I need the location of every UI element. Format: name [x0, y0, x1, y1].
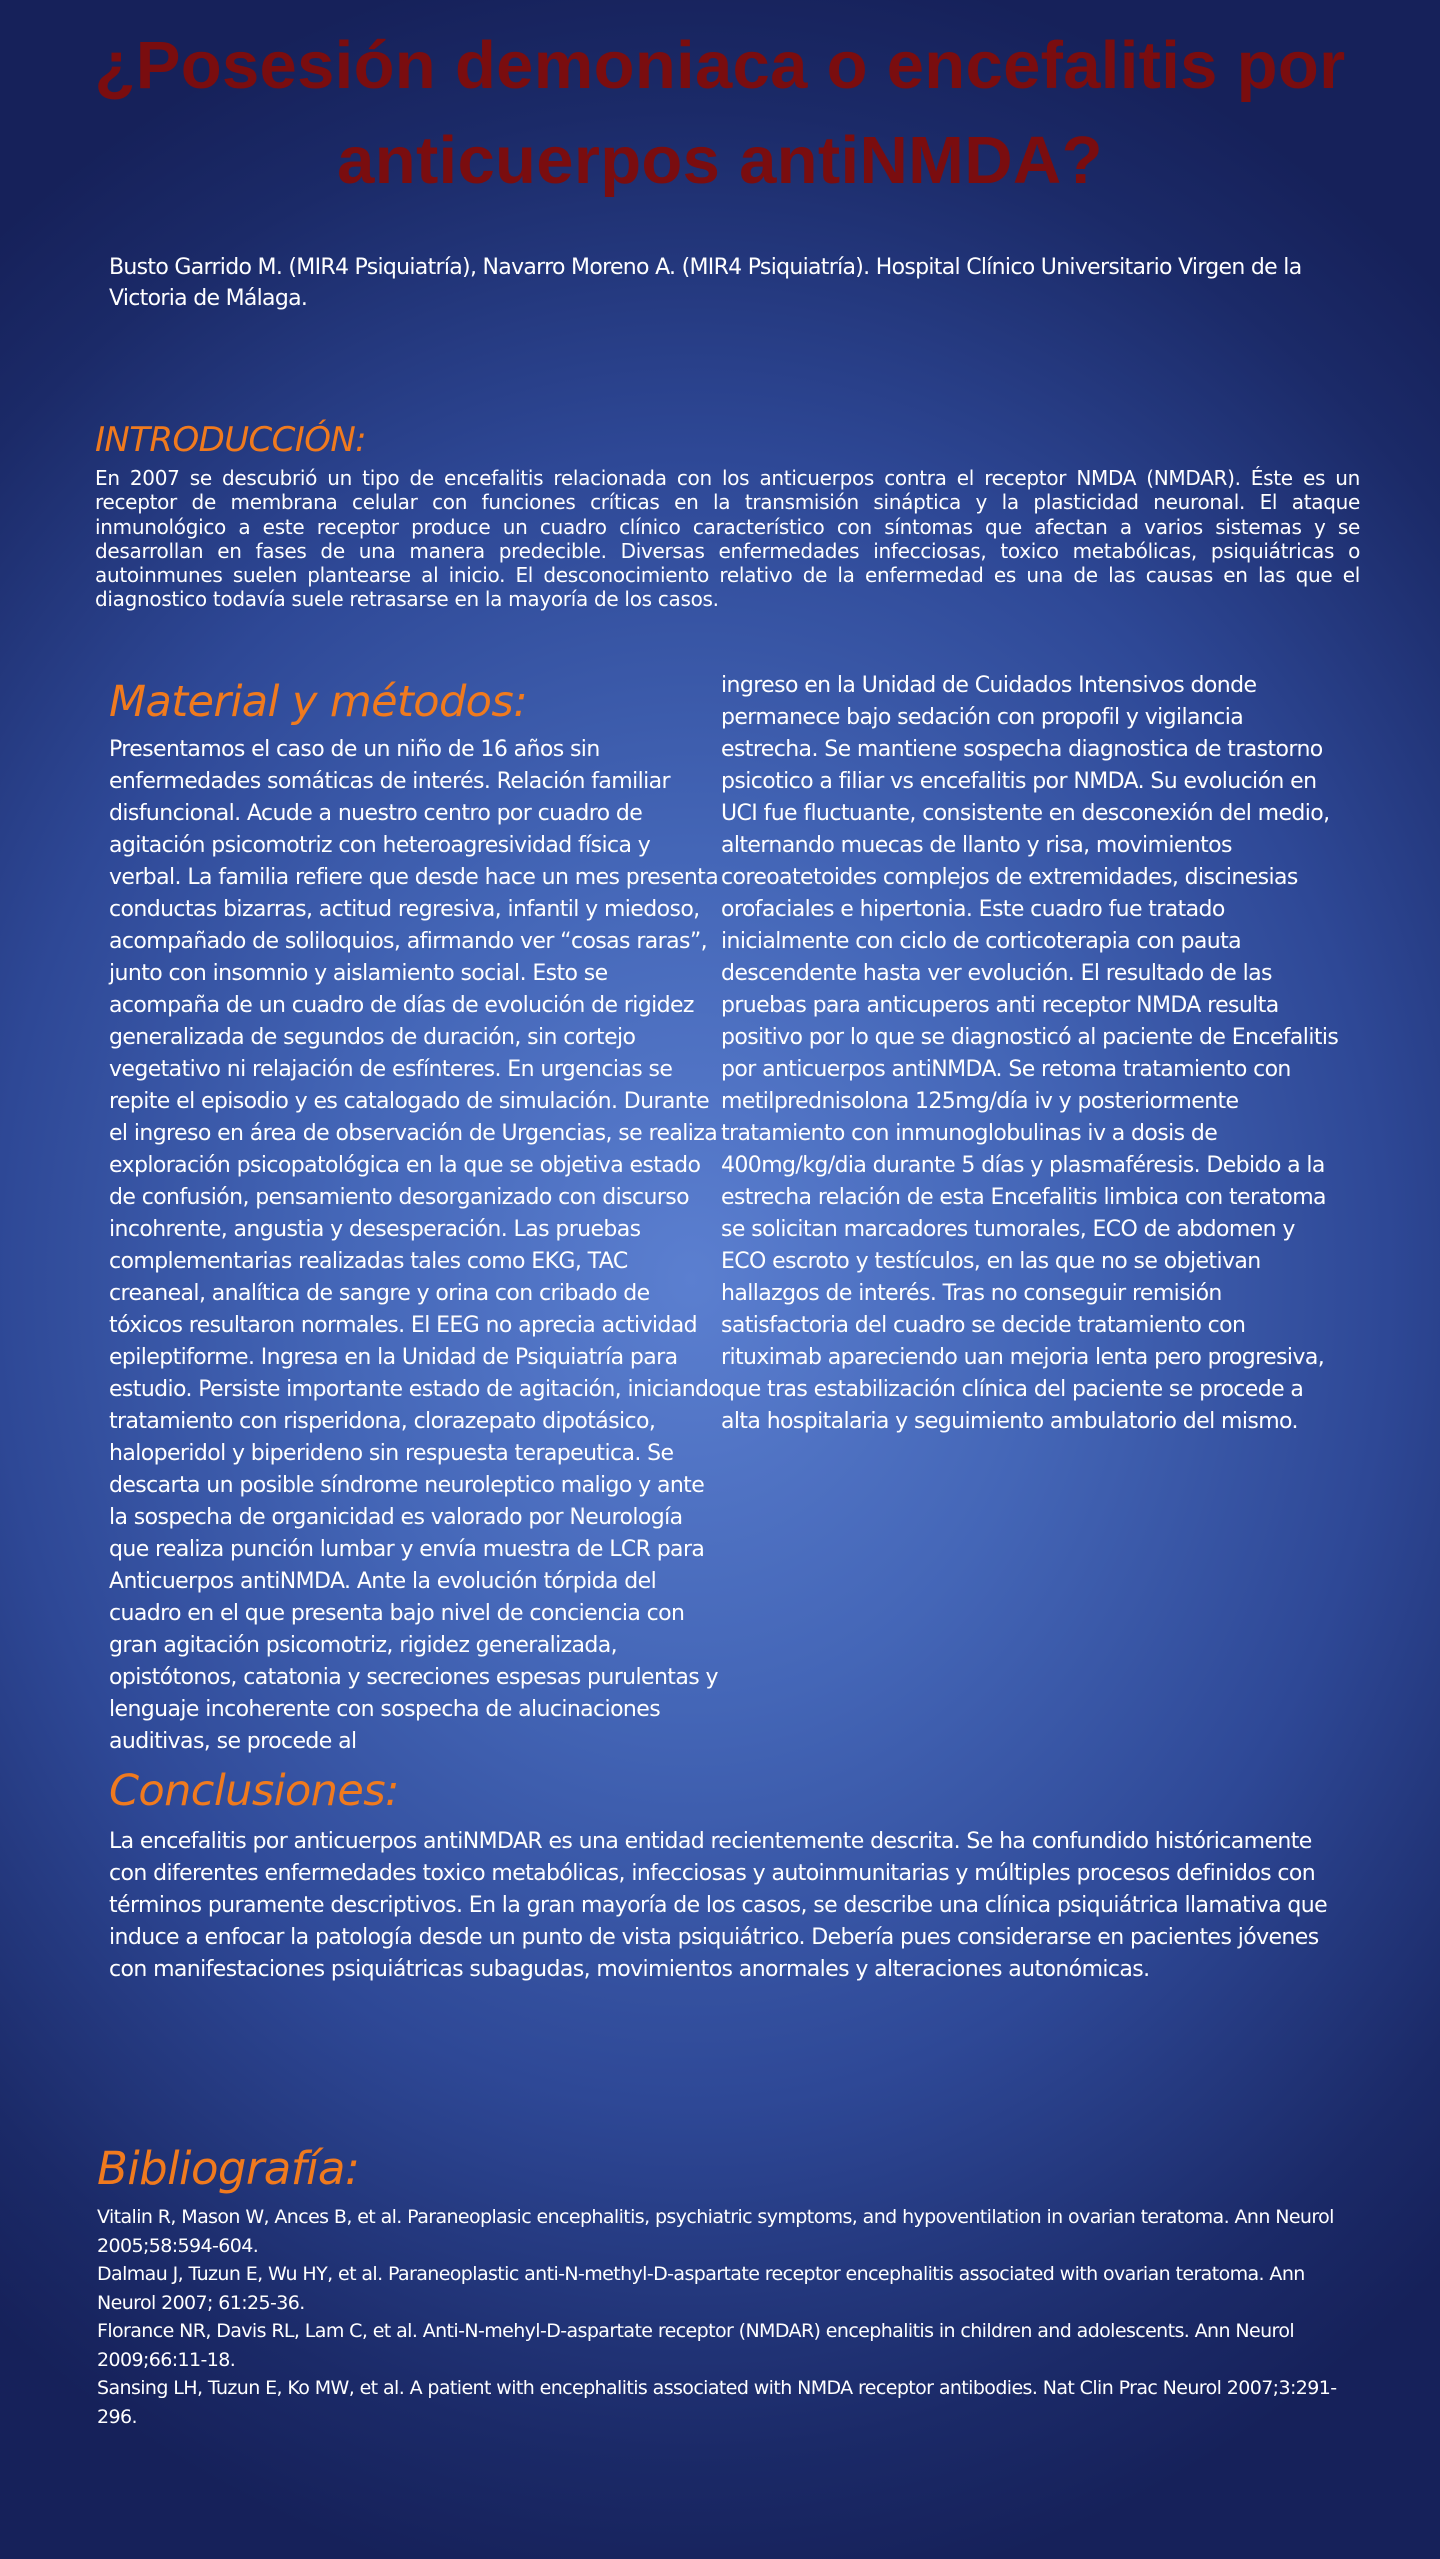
bibliography-reference: Sansing LH, Tuzun E, Ko MW, et al. A patient with encephalitis associated with NMDA receptor antibodies. Nat Clin Prac Neurol 2007;3:291-296.	[97, 2377, 1337, 2428]
introduction-text: En 2007 se descubrió un tipo de encefalitis relacionada con los anticuerpos contra el receptor NMDA (NMDAR). Éste es un receptor de membrana celular con funciones críticas en la transmisión sináptica y la plasticidad neuronal. El ataque inmunológico a este receptor produce un cuadro clínico característico con síntomas que afectan a varios sistemas y se desarrollan en fases de una manera predecible. Diversas enfermedades infecciosas, toxico metabólicas, psiquiátricas o autoinmunes suelen plantearse al inicio. El desconocimiento relativo de la enfermedad es una de las causas en las que el diagnostico todavía suele retrasarse en la mayoría de los casos.	[95, 466, 1360, 612]
poster-title: ¿Posesión demoniaca o encefalitis por anticuerpos antiNMDA?	[94, 28, 1346, 198]
methods-text-column-2: ingreso en la Unidad de Cuidados Intensivos donde permanece bajo sedación con propofil y vigilancia estrecha. Se mantiene sospecha diagnostica de trastorno psicotico a filiar vs encefalitis por NMDA. Su evolución en UCI fue fluctuante, consistente en desconexión del medio, alternando muecas de llanto y risa, movimientos coreoatetoides complejos de extremidades, discinesias orofaciales e hipertonia. Este cuadro fue tratado inicialmente con ciclo de corticoterapia con pauta descendente hasta ver evolución. El resultado de las pruebas para anticuperos anti receptor NMDA resulta positivo por lo que se diagnosticó al paciente de Encefalitis por anticuerpos antiNMDA. Se retoma tratamiento con metilprednisolona 125mg/día iv y posteriormente tratamiento con inmunoglobulinas iv a dosis de 400mg/kg/dia durante 5 días y plasmaféresis. Debido a la estrecha relación de esta Encefalitis limbica con teratoma se solicitan marcadores tumorales, ECO de abdomen y ECO escroto y testículos, en las que no se objetivan hallazgos de interés. Tras no conseguir remisión satisfactoria del cuadro se decide tratamiento con rituximab apareciendo uan mejoria lenta pero progresiva, que tras estabilización clínica del paciente se procede a alta hospitalaria y seguimiento ambulatorio del mismo.	[721, 673, 1339, 1434]
methods-heading: Material y métodos:	[109, 677, 528, 727]
conclusions-heading: Conclusiones:	[109, 1766, 399, 1816]
bibliography-reference: Florance NR, Davis RL, Lam C, et al. Anti-N-mehyl-D-aspartate receptor (NMDAR) encephalitis in children and adolescents. Ann Neurol 2009;66:11-18.	[97, 2320, 1295, 2371]
conclusions-text: La encefalitis por anticuerpos antiNMDAR es una entidad recientemente descrita. Se ha confundido históricamente con diferentes enfermedades toxico metabólicas, infecciosas y autoinmunitarias y múltiples procesos definidos con términos puramente descriptivos. En la gran mayoría de los casos, se describe una clínica psiquiátrica llamativa que induce a enfocar la patología desde un punto de vista psiquiátrico. Debería pues considerarse en pacientes jóvenes con manifestaciones psiquiátricas subagudas, movimientos anormales y alteraciones autonómicas.	[109, 1829, 1328, 1982]
bibliography-reference: Vitalin R, Mason W, Ances B, et al. Paraneoplasic encephalitis, psychiatric symptoms, and hypoventilation in ovarian teratoma. Ann Neurol 2005;58:594-604.	[97, 2206, 1334, 2257]
bibliography-heading: Bibliografía:	[97, 2142, 360, 2195]
bibliography-reference: Dalmau J, Tuzun E, Wu HY, et al. Paraneoplastic anti-N-methyl-D-aspartate receptor encephalitis associated with ovarian teratoma. Ann Neurol 2007; 61:25-36.	[97, 2263, 1305, 2314]
methods-text-column-1: Presentamos el caso de un niño de 16 años sin enfermedades somáticas de interés. Relación familiar disfuncional. Acude a nuestro centro por cuadro de agitación psicomotriz con heteroagresividad física y verbal. La familia refiere que desde hace un mes presenta conductas bizarras, actitud regresiva, infantil y miedoso, acompañado de soliloquios, afirmando ver “cosas raras”, junto con insomnio y aislamiento social. Esto se acompaña de un cuadro de días de evolución de rigidez generalizada de segundos de duración, sin cortejo vegetativo ni relajación de esfínteres. En urgencias se repite el episodio y es catalogado de simulación. Durante el ingreso en área de observación de Urgencias, se realiza exploración psicopatológica en la que se objetiva estado de confusión, pensamiento desorganizado con discurso incohrente, angustia y desesperación. Las pruebas complementarias realizadas tales como EKG, TAC creaneal, analítica de sangre y orina con cribado de tóxicos resultaron normales. El EEG no aprecia actividad epileptiforme. Ingresa en la Unidad de Psiquiatría para estudio. Persiste importante estado de agitación, iniciando tratamiento con risperidona, clorazepato dipotásico, haloperidol y biperideno sin respuesta terapeutica. Se descarta un posible síndrome neuroleptico maligo y ante la sospecha de organicidad es valorado por Neurología que realiza punción lumbar y envía muestra de LCR para Anticuerpos antiNMDA. Ante la evolución tórpida del cuadro en el que presenta bajo nivel de conciencia con gran agitación psicomotriz, rigidez generalizada, opistótonos, catatonia y secreciones espesas purulentas y lenguaje incoherente con sospecha de alucinaciones auditivas, se procede al	[109, 737, 722, 1754]
introduction-heading: INTRODUCCIÓN:	[95, 420, 367, 460]
authors-affiliation: Busto Garrido M. (MIR4 Psiquiatría), Navarro Moreno A. (MIR4 Psiquiatría). Hospital Clínico Universitario Virgen de la Victoria de Málaga.	[109, 255, 1302, 311]
bibliography-list	[97, 2203, 1337, 2431]
